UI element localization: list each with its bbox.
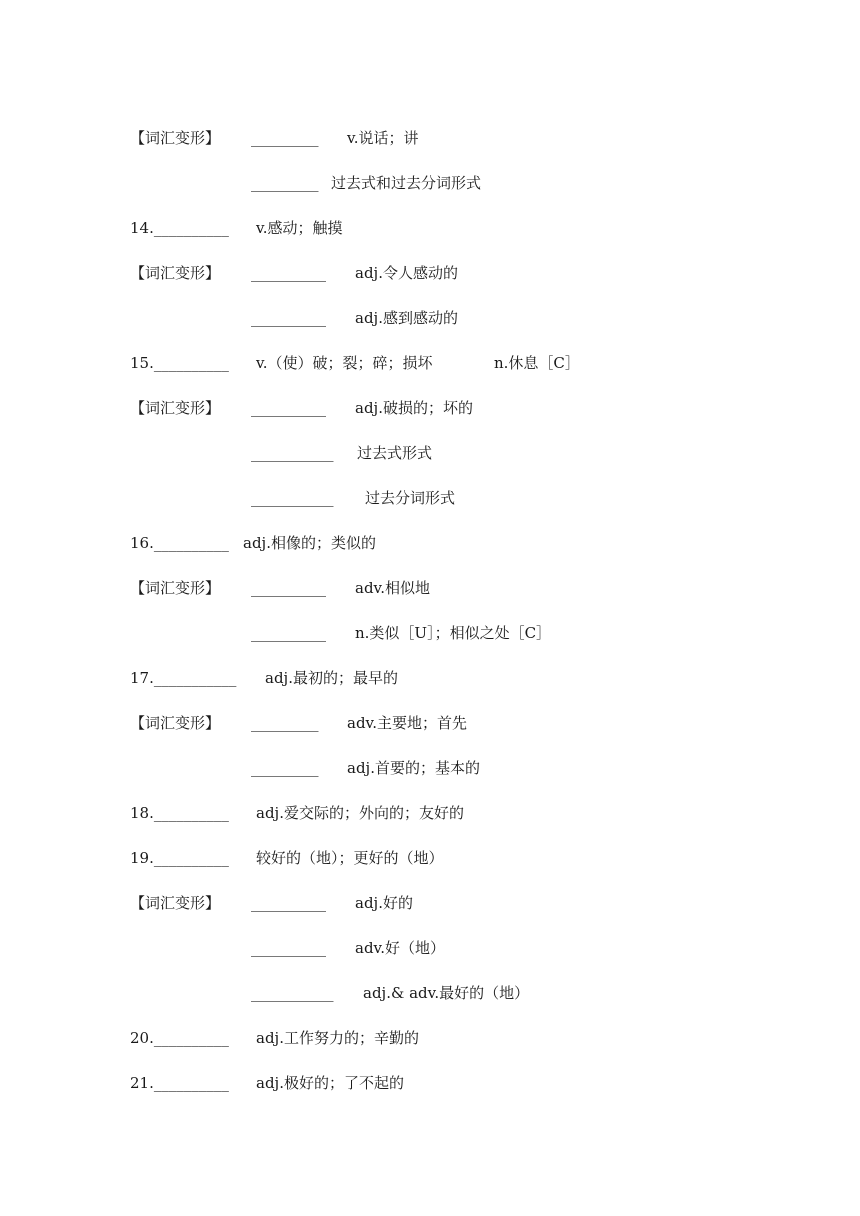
definition: adj.相像的；类似的: [243, 534, 376, 552]
definition: 过去式形式: [357, 444, 433, 462]
definition: adj.感到感动的: [355, 309, 458, 327]
definition: adj.& adv.最好的（地）: [363, 984, 530, 1002]
vocab-item-row: [0, 1073, 404, 1153]
item-number-blank[interactable]: 20.__________: [130, 1029, 229, 1047]
answer-blank[interactable]: __________: [251, 579, 326, 597]
definition: 过去式和过去分词形式: [331, 174, 482, 192]
answer-blank[interactable]: ___________: [251, 444, 334, 462]
variant-tag: 【词汇变形】: [130, 264, 221, 282]
variant-tag: 【词汇变形】: [130, 579, 221, 597]
definition: adv.相似地: [355, 579, 431, 597]
answer-blank[interactable]: __________: [251, 624, 326, 642]
item-number-blank[interactable]: 14.__________: [130, 219, 229, 237]
variant-tag: 【词汇变形】: [130, 129, 221, 147]
variant-tag: 【词汇变形】: [130, 894, 221, 912]
item-number-blank[interactable]: 19.__________: [130, 849, 229, 867]
definition: adj.好的: [355, 894, 413, 912]
definition: v.说话；讲: [347, 129, 419, 147]
definition: v.感动；触摸: [256, 219, 343, 237]
definition: adj.首要的；基本的: [347, 759, 480, 777]
variant-tag: 【词汇变形】: [130, 714, 221, 732]
definition: adj.最初的；最早的: [265, 669, 398, 687]
answer-blank[interactable]: _________: [251, 759, 319, 777]
definition: adj.破损的；坏的: [355, 399, 473, 417]
answer-blank[interactable]: __________: [251, 309, 326, 327]
answer-blank[interactable]: __________: [251, 399, 326, 417]
answer-blank[interactable]: __________: [251, 939, 326, 957]
definition: v.（使）破；裂；碎；损坏: [256, 354, 433, 372]
answer-blank[interactable]: _________: [251, 129, 319, 147]
definition: adj.极好的；了不起的: [256, 1074, 404, 1092]
answer-blank[interactable]: ___________: [251, 489, 334, 507]
definition: adj.工作努力的；辛勤的: [256, 1029, 419, 1047]
item-number-blank[interactable]: 15.__________: [130, 354, 229, 372]
definition: n.类似［U］；相似之处［C］: [355, 624, 552, 642]
item-number-blank[interactable]: 21.__________: [130, 1074, 229, 1092]
definition: adv.好（地）: [355, 939, 446, 957]
variant-tag: 【词汇变形】: [130, 399, 221, 417]
answer-blank[interactable]: _________: [251, 714, 319, 732]
definition-secondary: n.休息［C］: [494, 354, 580, 372]
answer-blank[interactable]: ___________: [251, 984, 334, 1002]
item-number-blank[interactable]: 16.__________: [130, 534, 229, 552]
definition: 较好的（地）；更好的（地）: [256, 849, 444, 867]
item-number-blank[interactable]: 18.__________: [130, 804, 229, 822]
item-number-blank[interactable]: 17.___________: [130, 669, 237, 687]
answer-blank[interactable]: __________: [251, 894, 326, 912]
definition: adj.令人感动的: [355, 264, 458, 282]
definition: 过去分词形式: [365, 489, 456, 507]
definition: adj.爱交际的；外向的；友好的: [256, 804, 464, 822]
answer-blank[interactable]: _________: [251, 174, 319, 192]
answer-blank[interactable]: __________: [251, 264, 326, 282]
definition: adv.主要地；首先: [347, 714, 468, 732]
